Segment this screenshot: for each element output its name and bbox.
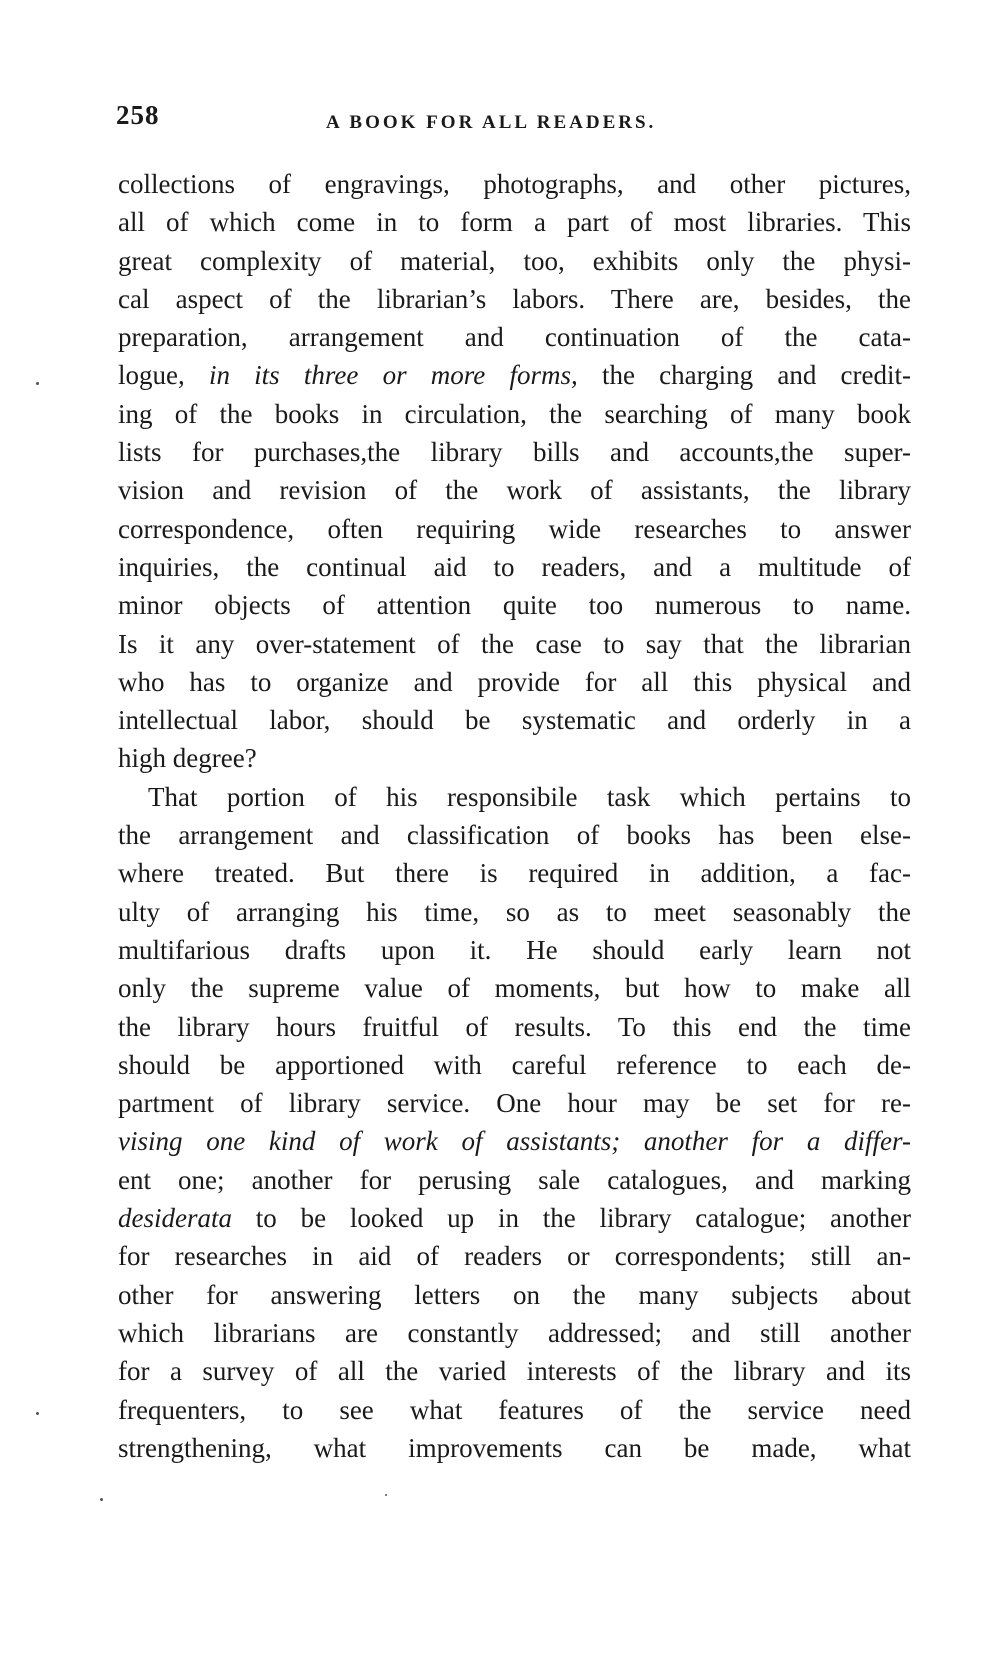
scan-speck (36, 1412, 39, 1415)
text-line (118, 1122, 911, 1160)
text-line: partment of library service. One hour may be set for re- (118, 1088, 911, 1119)
italic-text: desiderata (118, 1203, 232, 1234)
italic-text: vising one kind of work of assistants; another for a differ- (118, 1126, 911, 1157)
running-head (116, 100, 916, 140)
text-line: frequenters, to see what features of the service need (118, 1394, 911, 1425)
text-line: where treated. But there is required in addition, a fac- (118, 858, 911, 889)
text-line: desiderata to be looked up in the library catalogue; another (118, 1203, 911, 1234)
text-line: other for answering letters on the many subjects about (118, 1279, 911, 1310)
text-line: great complexity of material, too, exhibits only the physi- (118, 245, 911, 276)
text-line: That portion of his responsibile task which pertains to (148, 781, 911, 812)
text-line: cal aspect of the librarian’s labors. There are, besides, the (118, 283, 911, 314)
text-line: multifarious drafts upon it. He should early learn not (118, 934, 911, 965)
text-line: preparation, arrangement and continuation of the cata- (118, 322, 911, 353)
text-line: only the supreme value of moments, but how to make all (118, 973, 911, 1004)
page-number: 258 (116, 100, 160, 130)
text-line: which librarians are constantly addressed; and still another (118, 1317, 911, 1348)
text-line: collections of engravings, photographs, and other pictures, (118, 169, 911, 199)
text-line: the arrangement and classification of books has been else- (118, 820, 911, 851)
scan-speck (385, 1494, 387, 1496)
text-line: minor objects of attention quite too numerous to name. (118, 590, 911, 621)
text-line: all of which come in to form a part of most libraries. This (118, 207, 911, 238)
text-line: lists for purchases,the library bills and accounts,the super- (118, 437, 911, 468)
text-line: who has to organize and provide for all this physical and (118, 666, 911, 697)
text-line: Is it any over-statement of the case to say that the librarian (118, 628, 911, 659)
text-line: intellectual labor, should be systematic and orderly in a (118, 705, 911, 736)
text-line: high degree? (118, 743, 257, 774)
text-line: inquiries, the continual aid to readers, and a multitude of (118, 551, 911, 582)
text-line: should be apportioned with careful reference to each de- (118, 1049, 911, 1080)
text-line: for a survey of all the varied interests of the library and its (118, 1356, 911, 1387)
scan-speck (36, 382, 39, 385)
text-line: the library hours fruitful of results. To this end the time (118, 1011, 911, 1042)
text-line: ulty of arranging his time, so as to meet seasonably the (118, 896, 911, 927)
text-line: vision and revision of the work of assistants, the library (118, 475, 911, 506)
text-line: strengthening, what improvements can be made, what (118, 1432, 911, 1463)
text-line: correspondence, often requiring wide researches to answer (118, 513, 911, 544)
scan-speck (100, 1498, 103, 1501)
text-line: logue, in its three or more forms, the charging and credit- (118, 360, 911, 391)
italic-text: in its three or more forms, (208, 360, 578, 391)
text-line: ing of the books in circulation, the searching of many book (118, 398, 911, 429)
text-line: for researches in aid of readers or correspondents; still an- (118, 1241, 911, 1272)
running-title: A BOOK FOR ALL READERS. (326, 112, 657, 133)
body-text (118, 165, 911, 1467)
text-line: ent one; another for perusing sale catalogues, and marking (118, 1164, 911, 1195)
